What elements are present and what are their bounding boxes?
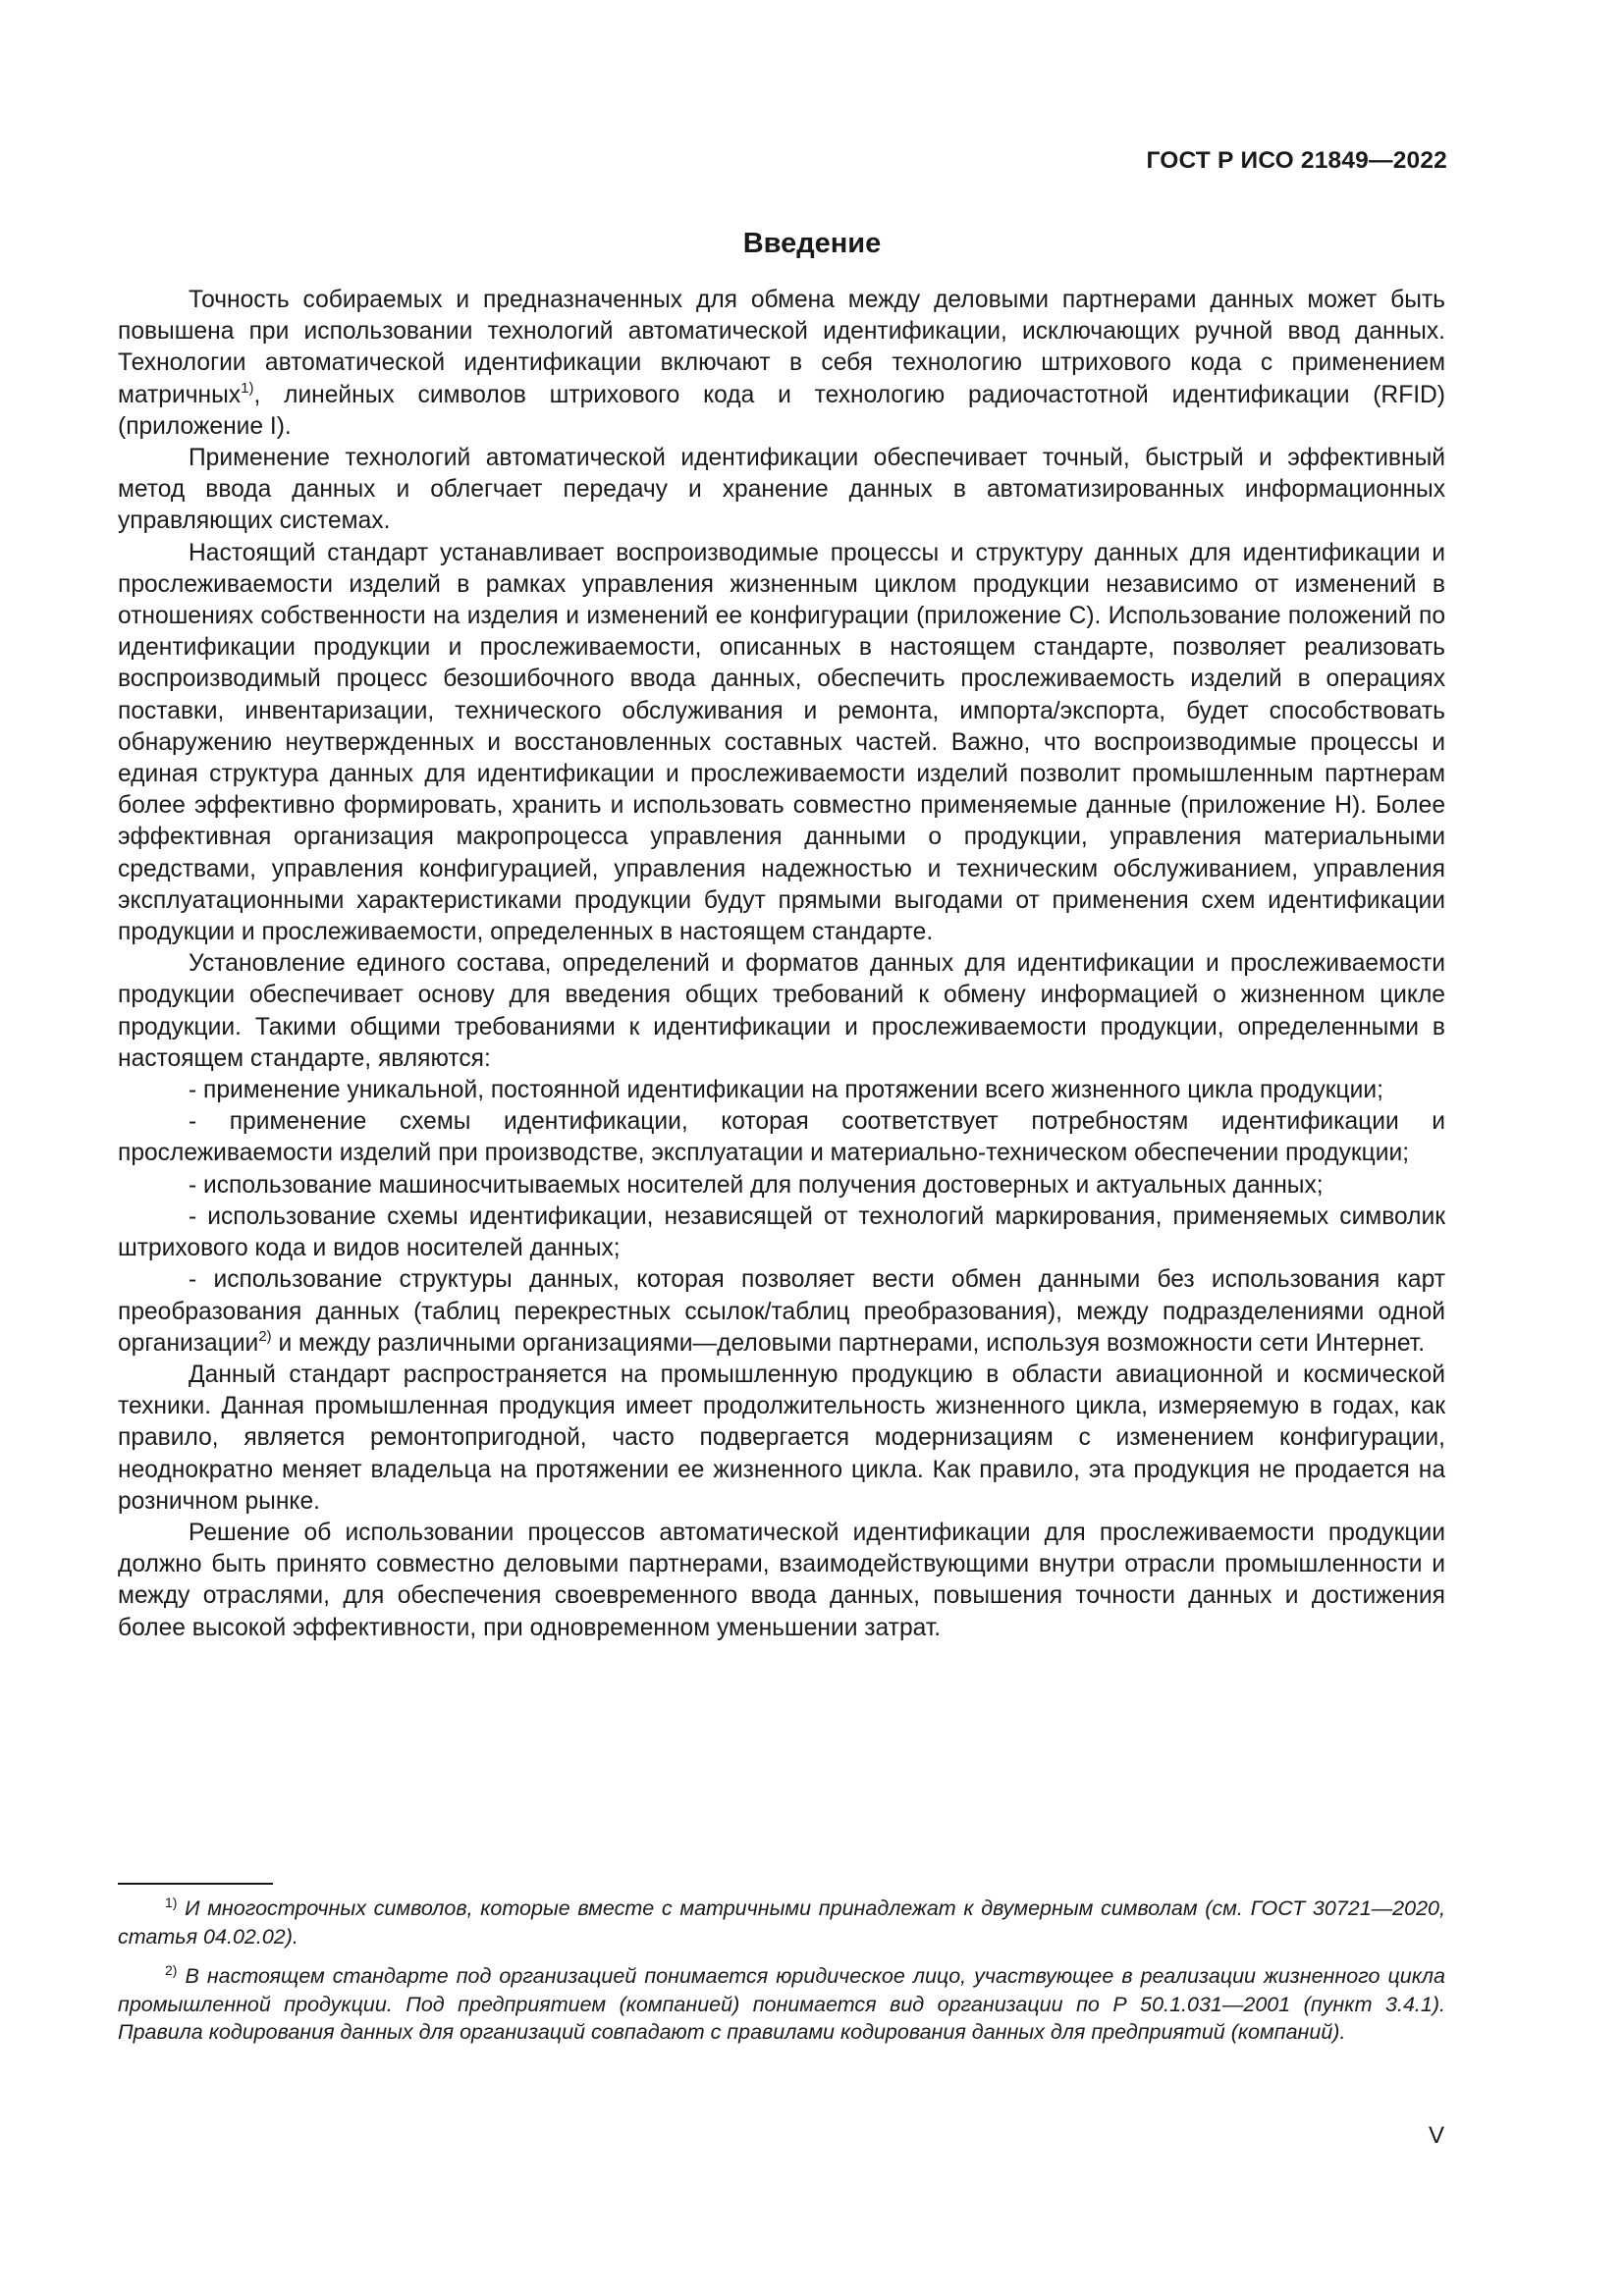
- list-item: - использование машиносчитываемых носителей для получения достоверных и актуальных данных;: [189, 1171, 1324, 1199]
- paragraph-application-domain: Данный стандарт распространяется на промышленную продукцию в области авиационной и космической техники. Данная промышленная продукция имеет продолжительность жизненного цикла, измеряемую в годах, как правило, является ремонтопригодной, часто подвергается модернизациям с изменением конфигурации, неоднократно меняет владельца на протяжении ее жизненного цикла. Как правило, эта продукция не продается на розничном рынке.: [118, 1361, 1445, 1515]
- paragraph-requirements-intro: Установление единого состава, определений и форматов данных для идентификации и прослеживаемости продукции обеспечивает основу для введения общих требований к обмену информацией о жизненном цикле продукции. Такими общими требованиями к идентификации и прослеживаемости продукции, определенными в настоящем стандарте, являются:: [118, 950, 1445, 1072]
- footnote-ref-1: 1): [241, 379, 254, 397]
- section-title: Введение: [742, 228, 882, 259]
- paragraph-accuracy-text-a: Точность собираемых и предназначенных для обмена между деловыми партнерами данных может быть повышена при использовании технологий автоматической идентификации, исключающих ручной ввод данных. Технологии автоматической идентификации включают в себя технологию штрихового кода с применением матричных: [118, 287, 1445, 408]
- footnote-mark-1: 1): [165, 1895, 178, 1910]
- paragraph-decision: Решение об использовании процессов автоматической идентификации для прослеживаемости продукции должно быть принято совместно деловыми партнерами, взаимодействующими внутри отрасли промышленности и между отраслями, для обеспечения своевременного ввода данных, повышения точности данных и достижения более высокой эффективности, при одновременном уменьшении затрат.: [118, 1519, 1445, 1641]
- list-item: - использование схемы идентификации, независящей от технологий маркирования, применяемых символик штрихового кода и видов носителей данных;: [118, 1202, 1445, 1262]
- paragraph-technologies: Применение технологий автоматической идентификации обеспечивает точный, быстрый и эффективный метод ввода данных и облегчает передачу и хранение данных в автоматизированных информационных управляющих системах.: [118, 445, 1445, 535]
- paragraph-standard-scope: Настоящий стандарт устанавливает воспроизводимые процессы и структуру данных для идентификации и прослеживаемости изделий в рамках управления жизненным циклом продукции независимо от изменений в отношениях собственности на изделия и изменений ее конфигурации (приложение С). Использование положений по идентификации продукции и прослеживаемости, описанных в настоящем стандарте, позволяет реализовать воспроизводимый процесс безошибочного ввода данных, обеспечить прослеживаемость изделий в операциях поставки, инвентаризации, технического обслуживания и ремонта, импорта/экспорта, будет способствовать обнаружению неутвержденных и восстановленных составных частей. Важно, что воспроизводимые процессы и единая структура данных для идентификации и прослеживаемости изделий позволит промышленным партнерам более эффективно формировать, хранить и использовать совместно применяемые данные (приложение Н). Более эффективная организация макропроцесса управления данными о продукции, управления материальными средствами, управления конфигурацией, управления надежностью и техническим обслуживанием, управления эксплуатационными характеристиками продукции будут прямыми выгодами от применения схем идентификации продукции и прослеживаемости, определенных в настоящем стандарте.: [118, 539, 1445, 946]
- footnote-mark-2: 2): [165, 1962, 178, 1978]
- list-item: [118, 1264, 1445, 1360]
- body-text: [118, 285, 1445, 1644]
- footnote-2-text: В настоящем стандарте под организацией понимается юридическое лицо, участвующее в реализации жизненного цикла промышленной продукции. Под предприятием (компанией) понимается вид организации по Р 50.1.031—2001 (пункт 3.4.1). Правила кодирования данных для организаций совпадают с правилами кодирования данных для предприятий (компаний).: [118, 1964, 1445, 2044]
- list-item: - применение схемы идентификации, которая соответствует потребностям идентификации и прослеживаемости изделий при производстве, эксплуатации и материально-техническом обеспечении продукции;: [118, 1108, 1445, 1167]
- document-code-header: ГОСТ Р ИСО 21849—2022: [1146, 147, 1447, 174]
- footnotes: [118, 1895, 1445, 2058]
- list-item-text-b: и между различными организациями—деловыми партнерами, используя возможности сети Интернет.: [271, 1329, 1426, 1357]
- footnote-1: [118, 1895, 1445, 1950]
- paragraph-accuracy: [118, 285, 1445, 443]
- footnote-divider: [118, 1883, 273, 1885]
- list-item-text-a: - использование структуры данных, которая позволяет вести обмен данными без использования карт преобразования данных (таблиц перекрестных ссылок/таблиц преобразования), между подразделениями одной организации: [118, 1266, 1445, 1357]
- page-number: V: [1428, 2122, 1444, 2149]
- footnote-2: [118, 1962, 1445, 2047]
- footnote-1-text: И многострочных символов, которые вместе с матричными принадлежат к двумерным символам (см. ГОСТ 30721—2020, статья 04.02.02).: [118, 1896, 1445, 1949]
- footnote-ref-2: 2): [258, 1327, 272, 1345]
- list-item: - применение уникальной, постоянной идентификации на протяжении всего жизненного цикла продукции;: [189, 1077, 1383, 1104]
- paragraph-accuracy-text-b: , линейных символов штрихового кода и технологию радиочастотной идентификации (RFID) (приложение I).: [118, 381, 1445, 440]
